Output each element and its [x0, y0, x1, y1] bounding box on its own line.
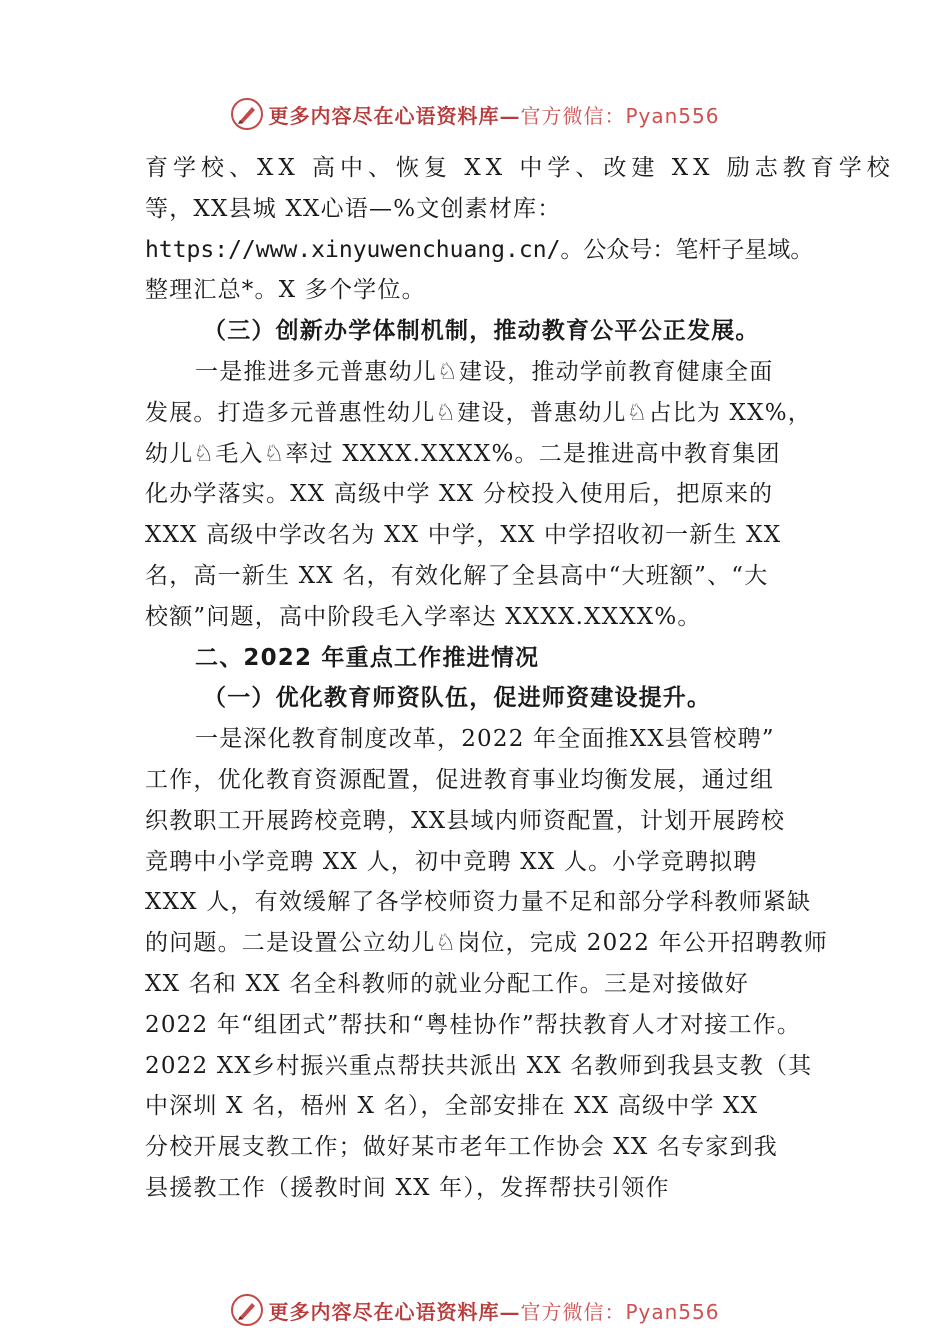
section-heading-3: （三）创新办学体制机制，推动教育公平公正发展。: [203, 317, 760, 345]
body-line: 2022 XX乡村振兴重点帮扶共派出 XX 名教师到我县支教（其: [145, 1052, 813, 1079]
body-line: XXX 人，有效缓解了各学校师资力量不足和部分学科教师紧缺: [145, 889, 812, 916]
body-line: XX 名和 XX 名全科教师的就业分配工作。三是对接做好: [145, 970, 750, 997]
footer-main-text: 更多内容尽在心语资料库—: [268, 1299, 521, 1324]
body-line: 竞聘中小学竞聘 XX 人，初中竞聘 XX 人。小学竞聘拟聘: [145, 848, 758, 875]
body-line: 名，高一新生 XX 名，有效化解了全县高中“大班额”、“大: [145, 562, 769, 589]
header-wechat-text: 官方微信：Pyan556: [520, 103, 720, 128]
body-line: XXX 高级中学改名为 XX 中学，XX 中学招收初一新生 XX: [145, 522, 782, 549]
body-line: 工作，优化教育资源配置，促进教育事业均衡发展，通过组: [145, 766, 775, 793]
pen-logo-icon: [230, 1293, 264, 1327]
section-heading-2: 二、2022 年重点工作推进情况: [195, 644, 540, 671]
document-body: [145, 148, 895, 1209]
body-line: 的问题。二是设置公立幼儿♘岗位，完成 2022 年公开招聘教师: [145, 930, 828, 957]
header-banner-text: [268, 100, 719, 129]
footer-wechat-text: 官方微信：Pyan556: [520, 1299, 720, 1324]
body-line: 县援教工作（援教时间 XX 年），发挥帮扶引领作: [145, 1174, 670, 1201]
body-line: 织教职工开展跨校竞聘，XX县域内师资配置，计划开展跨校: [145, 807, 786, 834]
body-line: 整理汇总*。X 多个学位。: [145, 277, 426, 304]
pen-logo-icon: [230, 97, 264, 131]
body-line: 2022 年“组团式”帮扶和“粤桂协作”帮扶教育人才对接工作。: [145, 1011, 802, 1038]
section-heading-1: （一）优化教育师资队伍，促进师资建设提升。: [203, 684, 712, 712]
footer-banner-text: [268, 1296, 719, 1325]
header-banner: [0, 94, 950, 134]
body-line-url: https://www.xinyuwenchuang.cn/。公众号：笔杆子星域。: [145, 236, 814, 263]
body-line: 幼儿♘毛入♘率过 XXXX.XXXX%。二是推进高中教育集团: [145, 440, 781, 467]
body-line: 等，XX县城 XX心语—%文创素材库：: [145, 195, 562, 222]
paragraph-start: 一是深化教育制度改革，2022 年全面推XX县管校聘”: [195, 726, 775, 753]
footer-banner: [0, 1290, 950, 1330]
header-main-text: 更多内容尽在心语资料库—: [268, 103, 521, 128]
body-line: 校额”问题，高中阶段毛入学率达 XXXX.XXXX%。: [145, 603, 702, 630]
body-line: 发展。打造多元普惠性幼儿♘建设，普惠幼儿♘占比为 XX%，: [145, 399, 812, 426]
body-line: 分校开展支教工作；做好某市老年工作协会 XX 名专家到我: [145, 1134, 778, 1161]
body-line: 育学校、XX 高中、恢复 XX 中学、改建 XX 励志教育学校: [145, 155, 895, 181]
body-line: 中深圳 X 名，梧州 X 名），全部安排在 XX 高级中学 XX: [145, 1093, 759, 1120]
body-line: 化办学落实。XX 高级中学 XX 分校投入使用后，把原来的: [145, 481, 774, 508]
paragraph-start: 一是推进多元普惠幼儿♘建设，推动学前教育健康全面: [195, 358, 774, 385]
